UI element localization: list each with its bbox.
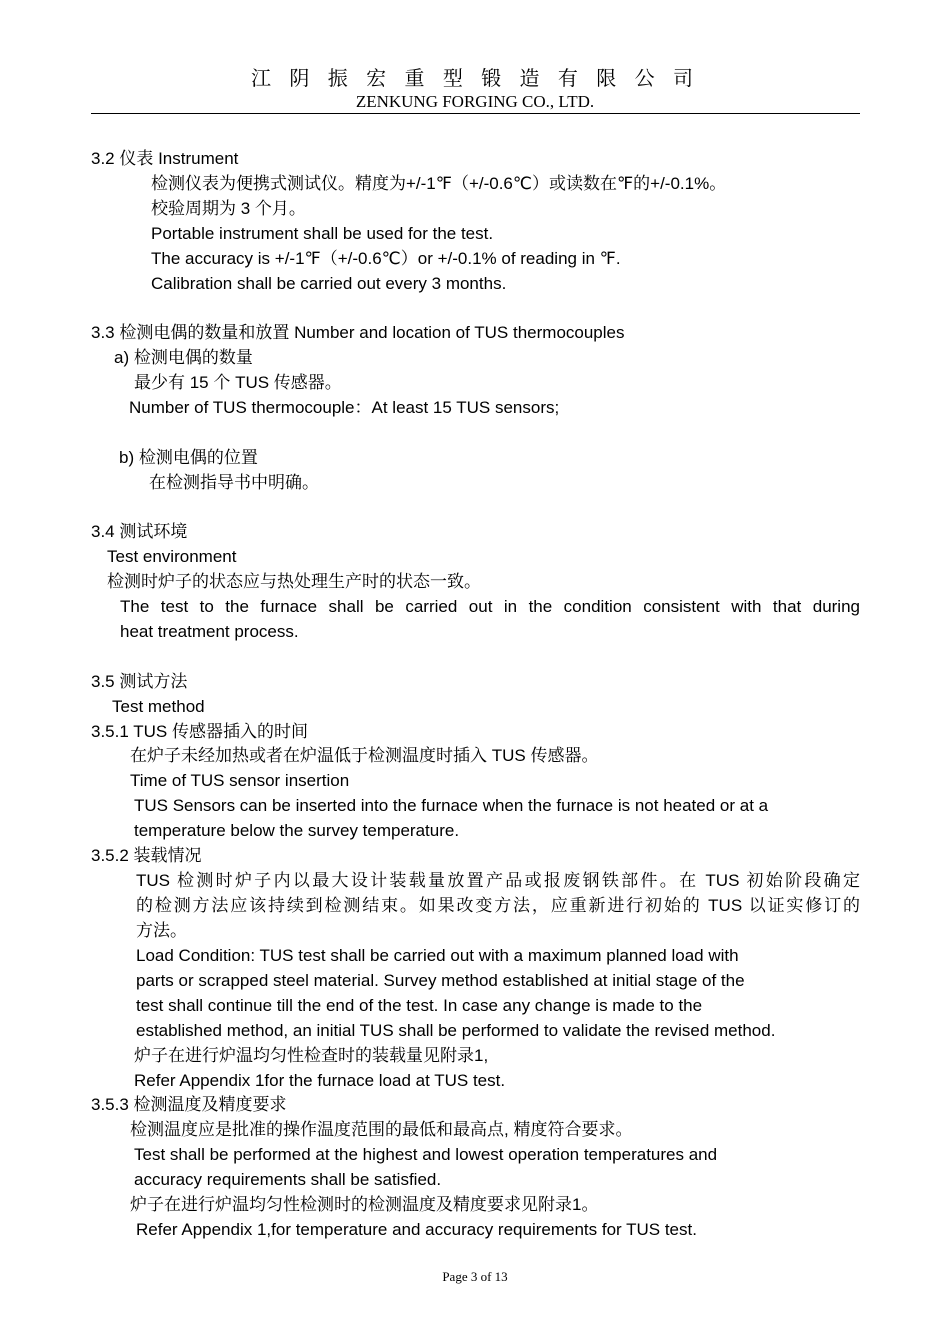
- text-line: 炉子在进行炉温均匀性检测时的检测温度及精度要求见附录1。: [130, 1195, 599, 1214]
- text-line: accuracy requirements shall be satisfied.: [134, 1170, 442, 1189]
- text-line: Number of TUS thermocouple：At least 15 TUS sensors;: [129, 398, 560, 417]
- company-name-english: ZENKUNG FORGING CO., LTD.: [355, 92, 595, 111]
- text-line: 3.2 仪表 Instrument: [91, 149, 239, 168]
- text-line: a) 检测电偶的数量: [114, 348, 253, 367]
- text-line: Refer Appendix 1,for temperature and accuracy requirements for TUS test.: [136, 1220, 697, 1239]
- text-line: 的检测方法应该持续到检测结束。如果改变方法，应重新进行初始的 TUS 以证实修订的: [136, 896, 860, 915]
- text-line: 最少有 15 个 TUS 传感器。: [134, 373, 342, 392]
- text-line: established method, an initial TUS shall be performed to validate the revised method.: [136, 1021, 776, 1040]
- text-line: TUS Sensors can be inserted into the furnace when the furnace is not heated or at a: [134, 796, 769, 815]
- text-line: Refer Appendix 1for the furnace load at TUS test.: [134, 1071, 506, 1090]
- text-line: temperature below the survey temperature.: [134, 821, 460, 840]
- text-line: Calibration shall be carried out every 3 months.: [151, 274, 507, 293]
- header-divider: [91, 113, 860, 114]
- text-line: Test environment: [107, 547, 237, 566]
- text-line: parts or scrapped steel material. Survey method established at initial stage of the: [136, 971, 745, 990]
- text-line: Portable instrument shall be used for the test.: [151, 224, 494, 243]
- text-line: 检测温度应是批准的操作温度范围的最低和最高点, 精度符合要求。: [130, 1120, 633, 1139]
- text-line: 炉子在进行炉温均匀性检查时的装载量见附录1,: [134, 1046, 489, 1065]
- text-line: 3.5.2 装载情况: [91, 846, 202, 865]
- text-line: 3.5 测试方法: [91, 672, 188, 691]
- text-line: Load Condition: TUS test shall be carried out with a maximum planned load with: [136, 946, 739, 965]
- text-line: The test to the furnace shall be carried out in the condition consistent with that during: [120, 597, 860, 616]
- text-line: 3.5.1 TUS 传感器插入的时间: [91, 722, 308, 741]
- text-line: test shall continue till the end of the test. In case any change is made to the: [136, 996, 703, 1015]
- page-number: Page 3 of 13: [442, 1269, 508, 1284]
- text-line: 在检测指导书中明确。: [149, 473, 319, 492]
- text-line: 校验周期为 3 个月。: [151, 199, 306, 218]
- text-line: The accuracy is +/-1℉（+/-0.6℃）or +/-0.1% of reading in ℉.: [151, 249, 621, 268]
- company-name-chinese: 江 阴 振 宏 重 型 锻 造 有 限 公 司: [251, 66, 699, 90]
- text-line: Test shall be performed at the highest and lowest operation temperatures and: [134, 1145, 718, 1164]
- text-line: b) 检测电偶的位置: [119, 448, 258, 467]
- text-line: Test method: [112, 697, 205, 716]
- text-line: 检测时炉子的状态应与热处理生产时的状态一致。: [107, 572, 481, 591]
- text-line: 方法。: [136, 921, 187, 940]
- text-line: 检测仪表为便携式测试仪。精度为+/-1℉（+/-0.6℃）或读数在℉的+/-0.1%。: [151, 174, 727, 193]
- text-line: 3.4 测试环境: [91, 522, 188, 541]
- text-line: TUS 检测时炉子内以最大设计装载量放置产品或报废钢铁部件。在 TUS 初始阶段确定: [136, 871, 860, 890]
- text-line: Time of TUS sensor insertion: [130, 771, 350, 790]
- text-line: 3.3 检测电偶的数量和放置 Number and location of TUS thermocouples: [91, 323, 625, 342]
- text-line: heat treatment process.: [120, 622, 299, 641]
- text-line: 在炉子未经加热或者在炉温低于检测温度时插入 TUS 传感器。: [130, 746, 599, 765]
- text-line: 3.5.3 检测温度及精度要求: [91, 1095, 287, 1114]
